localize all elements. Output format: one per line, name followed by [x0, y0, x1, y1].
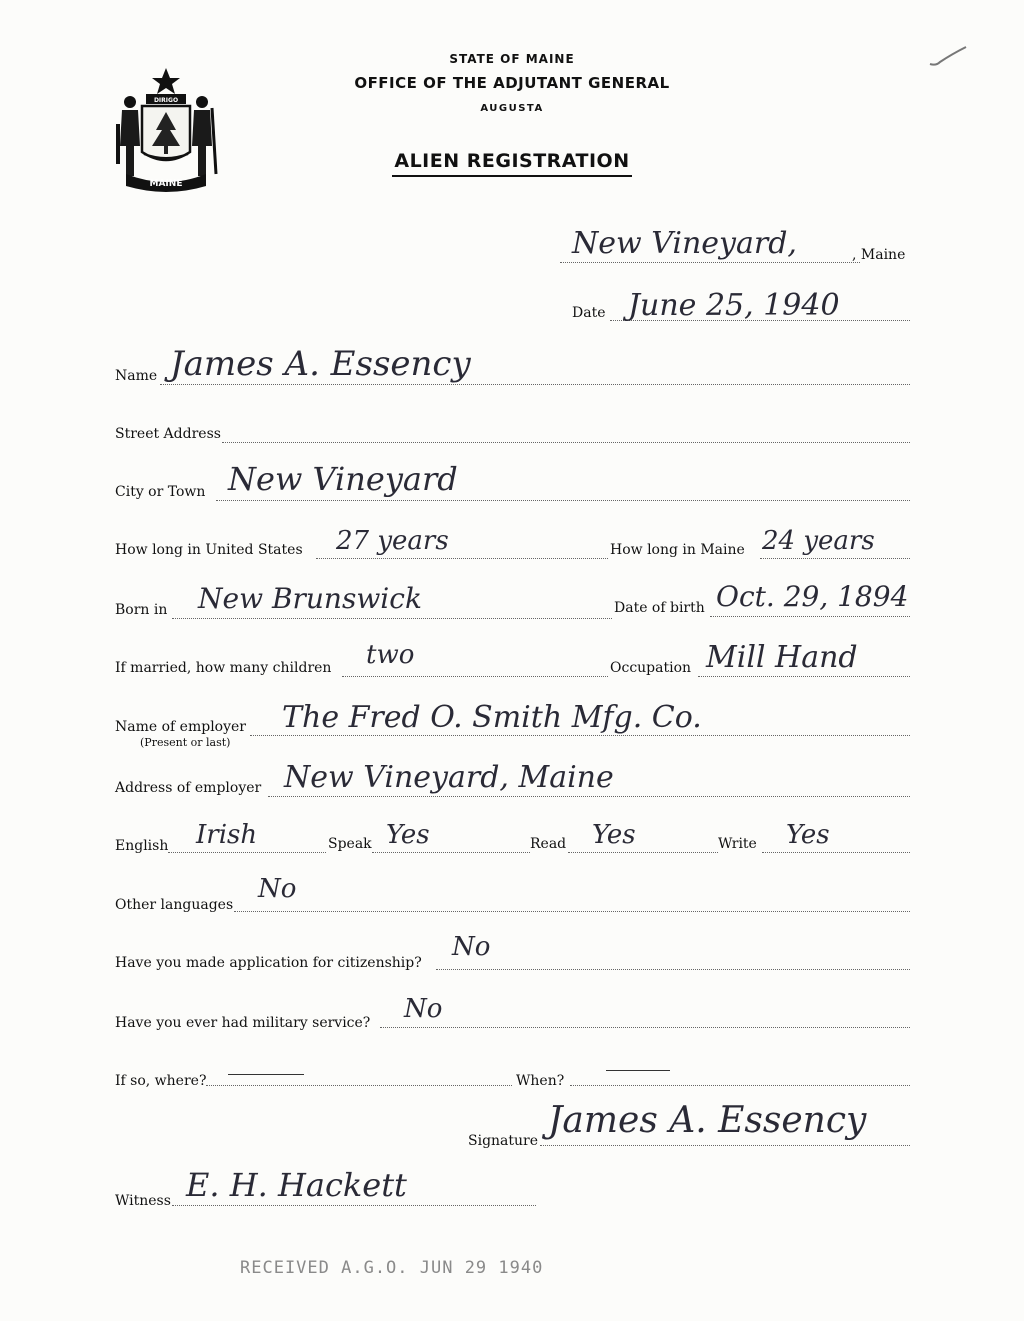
employer-address-value: New Vineyard, Maine	[284, 760, 614, 795]
other-languages-value: No	[258, 874, 297, 904]
maine-years-value: 24 years	[762, 526, 875, 556]
write-line	[762, 852, 910, 853]
city-value: New Vineyard	[228, 460, 458, 498]
english-value: Irish	[196, 820, 258, 850]
where-label: If so, where?	[115, 1073, 207, 1089]
form-title: ALIEN REGISTRATION	[0, 150, 1024, 172]
other-languages-line	[234, 911, 910, 912]
header-state: STATE OF MAINE	[449, 52, 575, 66]
signature-value: James A. Essency	[548, 1100, 867, 1141]
when-dash	[606, 1070, 670, 1071]
city-line	[216, 500, 910, 501]
employer-value: The Fred O. Smith Mfg. Co.	[282, 700, 702, 735]
signature-label: Signature	[468, 1133, 539, 1149]
english-label: English	[115, 838, 169, 854]
read-line	[568, 852, 718, 853]
write-value: Yes	[786, 820, 830, 850]
dob-line	[710, 616, 910, 617]
check-mark-icon	[926, 44, 970, 70]
military-line	[380, 1027, 910, 1028]
speak-line	[372, 852, 530, 853]
occupation-label: Occupation	[610, 660, 692, 676]
citizenship-label: Have you made application for citizenship?	[115, 955, 422, 971]
us-years-label: How long in United States	[115, 542, 303, 558]
employer-line	[250, 735, 910, 736]
witness-label: Witness	[115, 1193, 171, 1209]
employer-sublabel: (Present or last)	[140, 736, 231, 749]
citizenship-value: No	[452, 932, 491, 962]
header-office: OFFICE OF THE ADJUTANT GENERAL	[354, 74, 670, 92]
employer-label: Name of employer	[115, 719, 246, 735]
seal-motto: DIRIGO	[153, 97, 179, 104]
name-line	[160, 384, 910, 385]
maine-years-label: How long in Maine	[610, 542, 745, 558]
witness-value: E. H. Hackett	[186, 1166, 407, 1204]
date-value: June 25, 1940	[628, 288, 840, 323]
military-value: No	[404, 994, 443, 1024]
read-label: Read	[530, 836, 567, 852]
maine-label: , Maine	[852, 247, 906, 263]
children-label: If married, how many children	[115, 660, 332, 676]
where-line	[206, 1085, 512, 1086]
occupation-value: Mill Hand	[706, 640, 858, 675]
born-line	[172, 618, 612, 619]
dob-label: Date of birth	[614, 600, 705, 616]
maine-years-line	[760, 558, 910, 559]
other-languages-label: Other languages	[115, 897, 234, 913]
seal-banner: MAINE	[149, 179, 183, 189]
employer-address-label: Address of employer	[115, 780, 262, 796]
where-dash	[228, 1074, 304, 1075]
name-value: James A. Essency	[170, 344, 471, 384]
children-value: two	[366, 640, 415, 670]
dob-value: Oct. 29, 1894	[716, 580, 909, 613]
city-label: City or Town	[115, 484, 206, 500]
witness-line	[172, 1205, 536, 1206]
employer-address-line	[268, 796, 910, 797]
header-city: AUGUSTA	[480, 103, 544, 114]
english-line	[168, 852, 326, 853]
street-line	[222, 442, 910, 443]
street-label: Street Address	[115, 426, 221, 442]
speak-value: Yes	[386, 820, 430, 850]
town-value: New Vineyard,	[572, 226, 797, 261]
military-label: Have you ever had military service?	[115, 1015, 371, 1031]
born-label: Born in	[115, 602, 168, 618]
born-value: New Brunswick	[198, 582, 422, 615]
write-label: Write	[718, 836, 757, 852]
speak-label: Speak	[328, 836, 372, 852]
us-years-value: 27 years	[336, 526, 449, 556]
citizenship-line	[436, 969, 910, 970]
children-line	[342, 676, 608, 677]
received-stamp: RECEIVED A.G.O. JUN 29 1940	[240, 1258, 544, 1278]
us-years-line	[316, 558, 608, 559]
read-value: Yes	[592, 820, 636, 850]
when-line	[570, 1085, 910, 1086]
state-seal-icon	[112, 64, 220, 192]
when-label: When?	[516, 1073, 565, 1089]
town-line	[560, 262, 860, 263]
date-label: Date	[572, 305, 606, 321]
signature-line	[540, 1145, 910, 1146]
name-label: Name	[115, 368, 158, 384]
occupation-line	[698, 676, 910, 677]
